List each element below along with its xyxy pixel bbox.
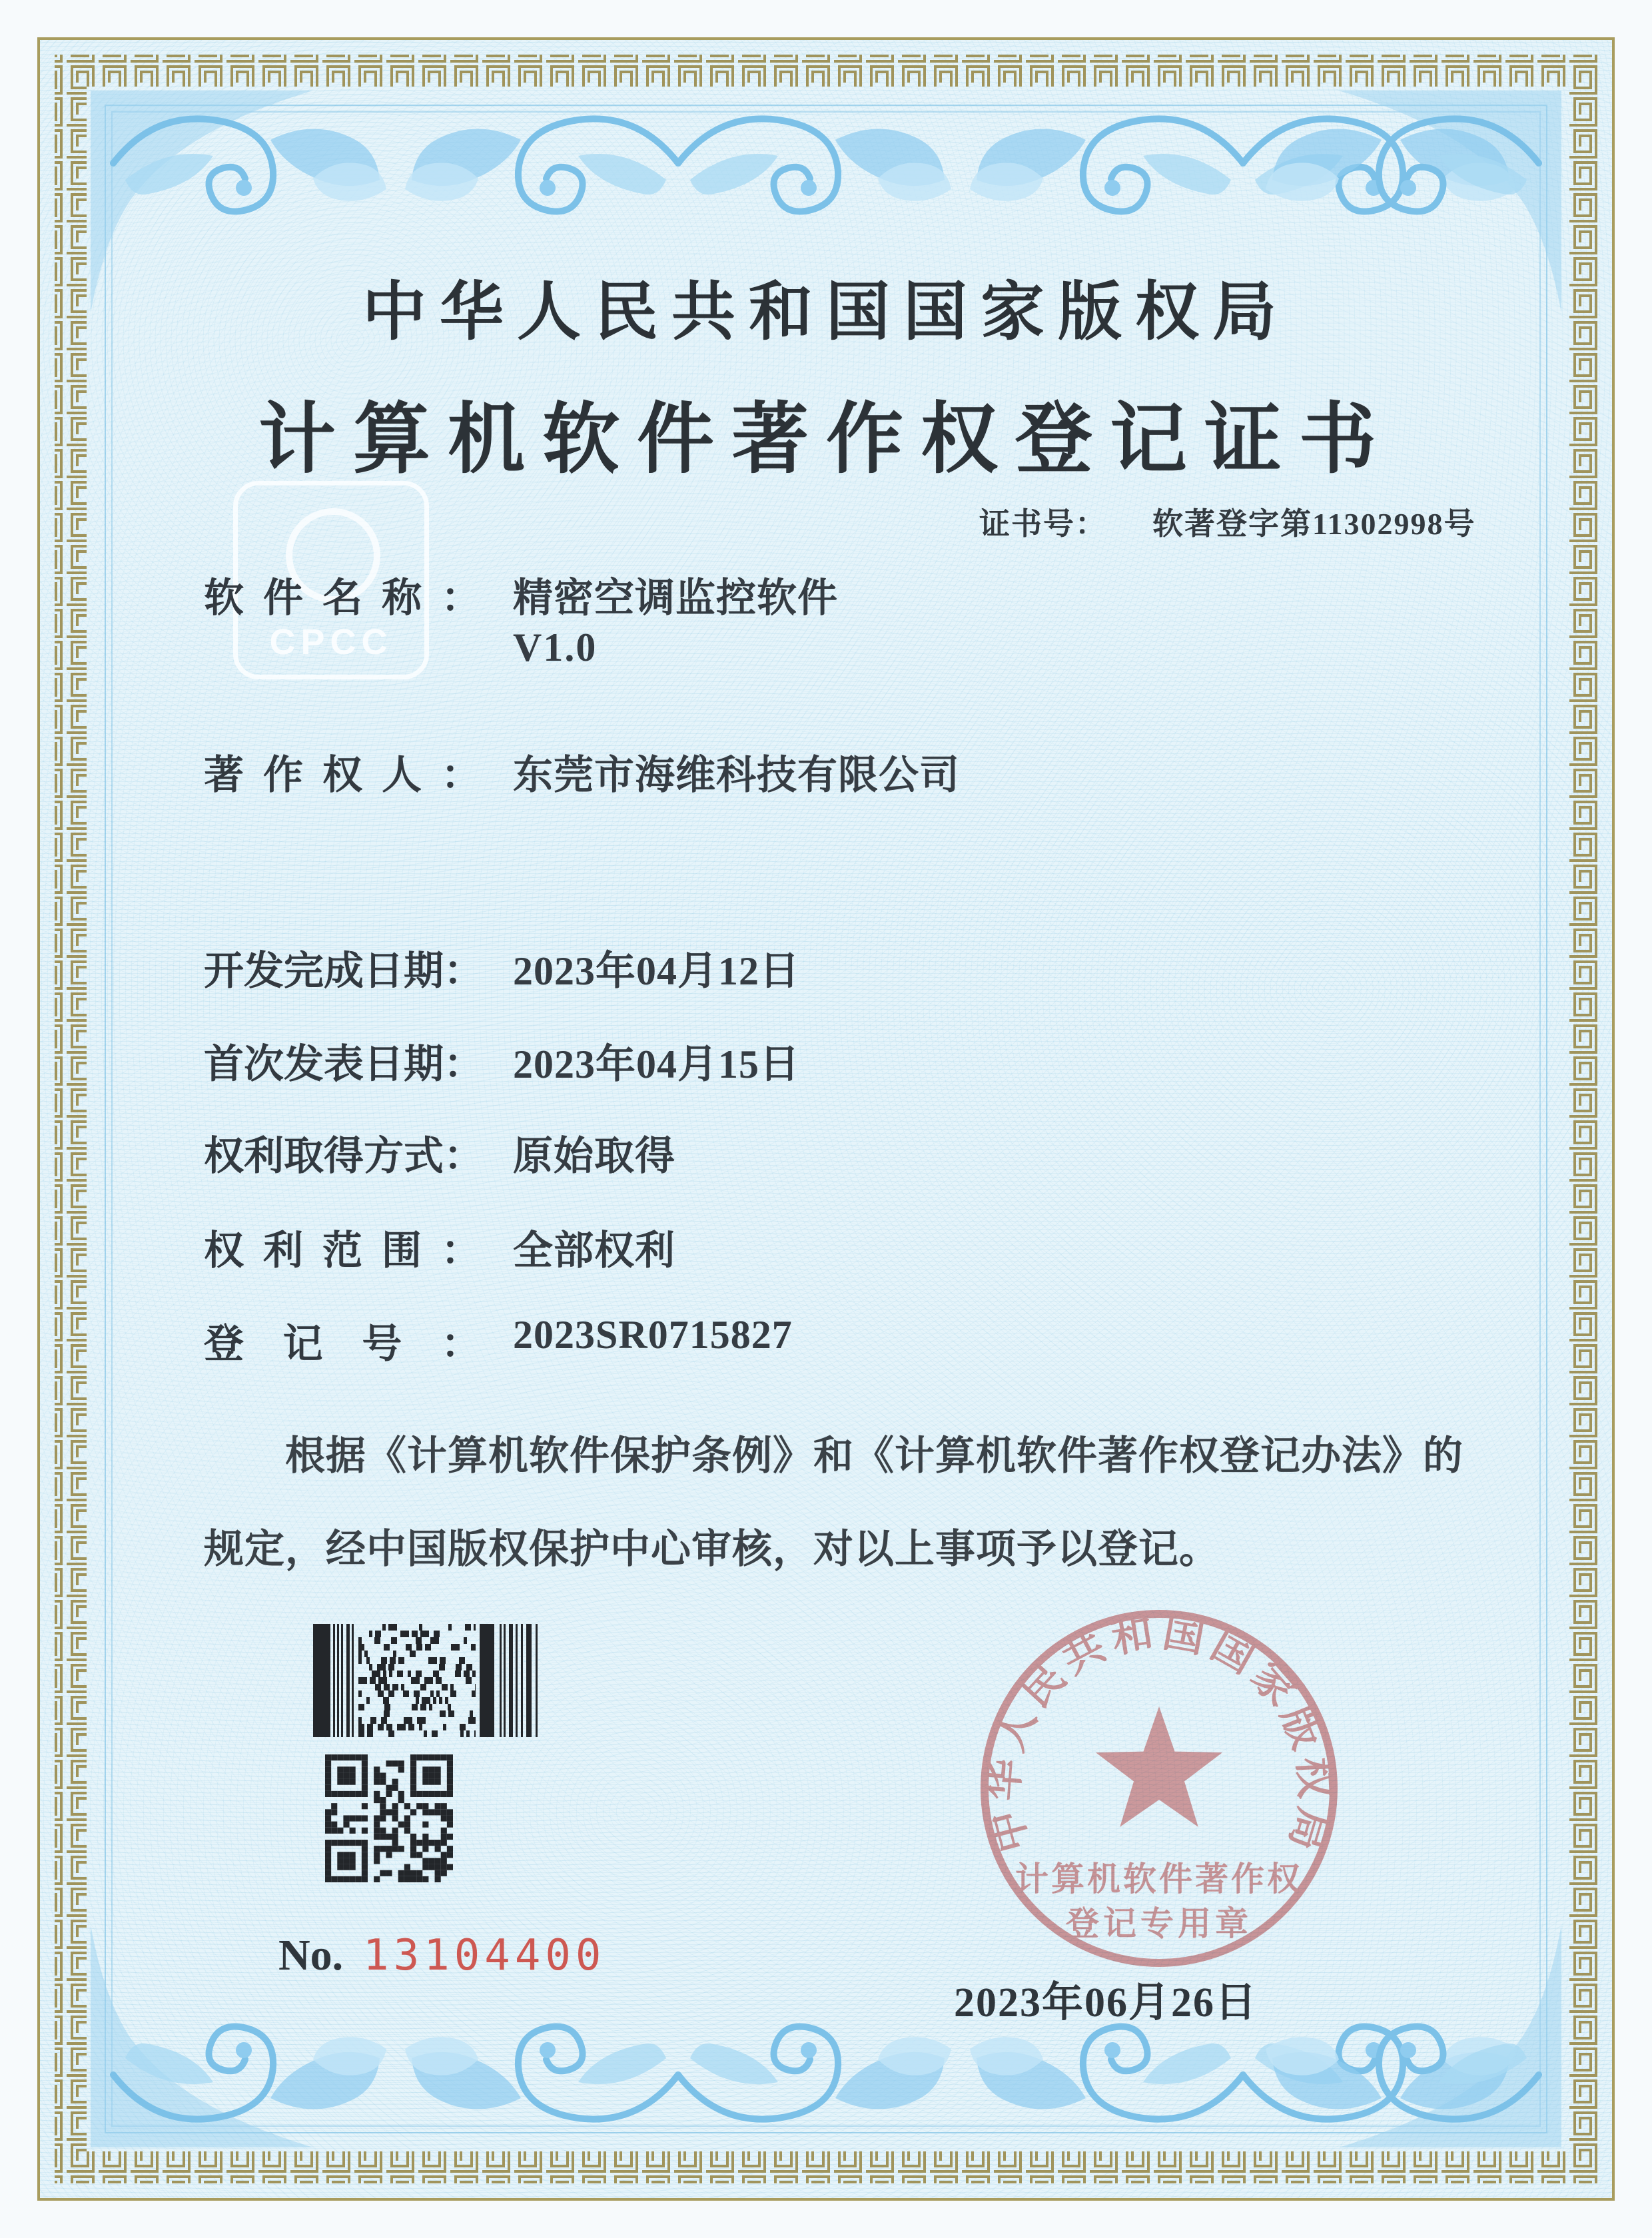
field-value: 2023SR0715827 — [513, 1313, 793, 1357]
field-row-copyright-owner — [204, 743, 960, 801]
certificate-number-value: 软著登字第11302998号 — [1152, 507, 1476, 541]
floral-band-bottom — [113, 2026, 1539, 2119]
watermark-text: CPCC — [269, 622, 393, 662]
field-label: 首 次 发 表 日 期 ： — [204, 1042, 484, 1086]
greek-key-left — [55, 55, 87, 2183]
serial-number-line — [278, 1930, 606, 1981]
field-value: 全部权利 — [513, 1229, 675, 1273]
field-value: 原始取得 — [513, 1134, 675, 1178]
field-label: 权 利 取 得 方 式 ： — [204, 1134, 484, 1178]
field-row-right-scope — [204, 1219, 675, 1276]
field-label: 权 利 范 围 ： — [204, 1229, 481, 1273]
field-value: 2023年04月12日 — [513, 949, 800, 993]
certificate-number-label: 证书号： — [979, 507, 1107, 541]
field-value: 精密空调监控软件 — [513, 576, 838, 620]
field-row-software-name — [204, 566, 838, 623]
greek-key-top — [55, 55, 1597, 87]
field-label: 软 件 名 称 ： — [204, 576, 481, 620]
certificate-title: 计算机软件著作权登记证书 — [258, 398, 1394, 483]
issue-date: 2023年06月26日 — [953, 1980, 1258, 2026]
field-row-right-acquisition — [204, 1124, 675, 1182]
statement-line-2: 规定，经中国版权保护中心审核，对以上事项予以登记。 — [204, 1527, 1220, 1571]
floral-band-top — [113, 119, 1539, 211]
statement-line-1: 根据《计算机软件保护条例》和《计算机软件著作权登记办法》的 — [285, 1434, 1463, 1478]
greek-key-bottom — [55, 2151, 1597, 2183]
field-row-first-publish-date — [204, 1032, 800, 1090]
official-seal — [969, 1599, 1349, 1978]
field-label: 登 记 号 ： — [204, 1322, 481, 1366]
field-label: 开 发 完 成 日 期 ： — [204, 949, 484, 993]
pdf417-barcode — [313, 1624, 561, 1737]
serial-prefix: No. — [278, 1931, 344, 1980]
software-version: V1.0 — [513, 625, 598, 669]
seal-star — [1096, 1706, 1222, 1827]
serial-number: 13104400 — [363, 1931, 606, 1980]
outer-gold-line — [39, 39, 1613, 2199]
field-value: 2023年04月15日 — [513, 1042, 800, 1086]
field-row-registration-number — [204, 1312, 793, 1369]
greek-key-right — [1565, 55, 1597, 2183]
field-label: 著 作 权 人 ： — [204, 753, 481, 797]
certificate-number-line — [979, 500, 1475, 544]
field-value: 东莞市海维科技有限公司 — [513, 753, 960, 797]
seal-ring-text: 中华人民共和国国家版权局 — [981, 1609, 1338, 1862]
field-row-dev-complete-date — [204, 939, 800, 996]
seal-text-line1: 计算机软件著作权 — [1015, 1860, 1303, 1898]
seal-text-line2: 登记专用章 — [1066, 1905, 1252, 1942]
qr-code — [325, 1754, 453, 1882]
authority-title: 中华人民共和国国家版权局 — [362, 276, 1290, 348]
